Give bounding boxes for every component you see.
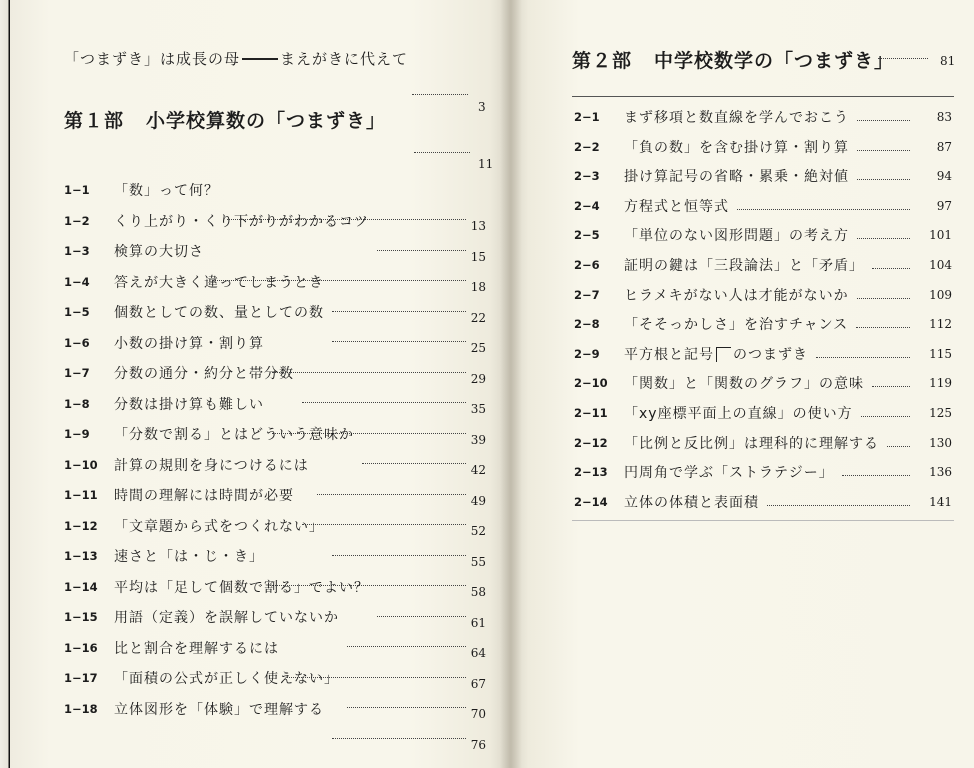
entry-page-number: 70 [470, 707, 486, 721]
entry-title: 小数の掛け算・割り算 [114, 335, 264, 352]
entry-number: 2−13 [574, 465, 608, 480]
entry-number: 2−8 [574, 317, 600, 332]
entry-number: 2−11 [574, 406, 608, 420]
entry-number: 2−5 [574, 228, 600, 243]
entry-number: 1−18 [64, 701, 98, 716]
entry-page-number: 112 [929, 317, 952, 332]
square-root-symbol-icon [716, 347, 731, 362]
entry-title: 立体図形を「体験」で理解する [114, 701, 324, 718]
entry-number: 1−7 [64, 366, 90, 380]
entry-page-number: 101 [929, 228, 952, 243]
entry-title: くり上がり・くり下がりがわかるコツ [114, 213, 369, 230]
entry-number: 1−13 [64, 549, 98, 563]
leader-dots [872, 268, 910, 269]
entry-number: 1−4 [64, 274, 90, 289]
entry-title: 分数の通分・約分と帯分数 [114, 366, 294, 382]
entry-title: 比と割合を理解するには [114, 640, 279, 657]
entry-title: 検算の大切さ [114, 244, 204, 260]
entry-title-part: のつまずき [733, 346, 808, 363]
entry-number: 2−1 [574, 110, 600, 124]
entry-number: 2−4 [574, 198, 600, 213]
entry-number: 1−6 [64, 335, 90, 350]
leader-dots [332, 738, 466, 739]
entry-page-number: 49 [470, 493, 486, 508]
entry-title: 掛け算記号の省略・累乗・絶対値 [624, 169, 849, 186]
entry-page-number: 35 [470, 402, 486, 416]
preface-title [64, 48, 408, 69]
entry-title: 「面積の公式が正しく使えない」 [114, 671, 339, 687]
entry-number: 1−17 [64, 671, 98, 685]
part2-title: 中学校数学の「つまずき」 [654, 50, 895, 72]
leader-dots [842, 475, 910, 476]
em-dash-line [242, 58, 278, 60]
entry-page-number: 67 [470, 676, 486, 691]
entry-title: 「そそっかしさ」を治すチャンス [624, 317, 849, 334]
leader-dots [332, 555, 466, 556]
entry-title: 円周角で学ぶ「ストラテジー」 [624, 465, 834, 482]
entry-title [624, 344, 808, 364]
entry-page-number: 125 [929, 406, 952, 420]
leader-dots [362, 463, 466, 464]
entry-title: 時間の理解には時間が必要 [114, 488, 294, 504]
entry-page-number: 39 [470, 432, 486, 447]
entry-number: 1−11 [64, 488, 98, 502]
part1-title: 小学校算数の「つまずき」 [146, 110, 387, 132]
leader-dots [317, 494, 466, 495]
entry-page-number: 15 [470, 249, 486, 264]
entry-page-number: 29 [470, 371, 486, 386]
leader-dots [857, 179, 910, 180]
leader-dots [302, 524, 466, 525]
leader-dots [872, 386, 910, 387]
preface-title-sub: まえがきに代えて [280, 50, 409, 68]
entry-page-number: 76 [470, 737, 486, 752]
entry-title: 方程式と恒等式 [624, 198, 729, 215]
entry-number: 1−16 [64, 640, 98, 655]
entry-number: 2−2 [574, 139, 600, 154]
part1-leader-dots [414, 152, 470, 153]
entry-title: 速さと「は・じ・き」 [114, 549, 264, 565]
leader-dots [377, 616, 466, 617]
entry-title: 「xy座標平面上の直線」の使い方 [624, 406, 853, 422]
entry-number: 1−9 [64, 427, 90, 441]
leader-dots [857, 150, 910, 151]
leader-dots [272, 372, 466, 373]
entry-page-number: 58 [470, 585, 486, 599]
entry-page-number: 55 [470, 554, 486, 569]
leader-dots [302, 402, 466, 403]
entry-title: ヒラメキがない人は才能がないか [624, 287, 849, 304]
part2-rule [572, 96, 954, 97]
entry-page-number: 104 [929, 258, 952, 272]
entry-page-number: 25 [470, 341, 486, 355]
leader-dots [767, 505, 910, 506]
entry-page-number: 94 [936, 169, 952, 184]
entry-number: 2−3 [574, 169, 600, 184]
leader-dots [857, 120, 910, 121]
entry-number: 2−12 [574, 435, 608, 450]
preface-page: 3 [478, 100, 486, 114]
part1-page: 11 [478, 157, 494, 171]
entry-page-number: 119 [929, 376, 952, 391]
entry-number: 1−12 [64, 518, 98, 533]
leader-dots [377, 250, 466, 251]
entry-page-number: 87 [936, 139, 952, 154]
entry-title: 個数としての数、量としての数 [114, 305, 324, 321]
entry-number: 2−6 [574, 258, 600, 272]
leader-dots [856, 327, 910, 328]
entry-number: 2−9 [574, 346, 600, 361]
entry-page-number: 52 [470, 524, 486, 538]
preface-leader-dots [412, 94, 468, 95]
entry-title: 「単位のない図形問題」の考え方 [624, 228, 849, 245]
entry-page-number: 141 [929, 494, 952, 509]
entry-page-number: 22 [470, 310, 486, 325]
entry-title: 平均は「足して個数で割る」でよい？ [114, 579, 369, 596]
part2-page: 81 [940, 54, 956, 68]
entry-page-number: 83 [936, 110, 952, 124]
leader-dots [737, 209, 910, 210]
entry-title: 「分数で割る」とはどういう意味か [114, 427, 354, 443]
entry-title: 「文章題から式をつくれない」 [114, 518, 324, 535]
entry-page-number: 109 [929, 287, 952, 302]
entry-number: 2−7 [574, 287, 600, 302]
entry-title: 立体の体積と表面積 [624, 494, 759, 511]
entry-page-number: 18 [470, 280, 486, 294]
entry-title: まず移項と数直線を学んでおこう [624, 110, 849, 126]
entry-page-number: 97 [936, 198, 952, 213]
entry-title: 証明の鍵は「三段論法」と「矛盾」 [624, 258, 864, 274]
part1-label: 第１部 [64, 110, 125, 132]
part2-leader-dots [878, 58, 928, 59]
entry-number: 1−5 [64, 305, 90, 319]
leader-dots [332, 311, 466, 312]
entry-number: 2−14 [574, 494, 608, 509]
part2-bottom-rule [572, 520, 954, 521]
entry-title: 分数は掛け算も難しい [114, 396, 264, 413]
leader-dots [861, 416, 910, 417]
entry-number: 2−10 [574, 376, 608, 391]
part2-heading [572, 46, 894, 73]
entry-number: 1−15 [64, 610, 98, 624]
leader-dots [887, 446, 910, 447]
book-gutter [500, 0, 522, 768]
entry-title: 「負の数」を含む掛け算・割り算 [624, 139, 849, 156]
part1-heading [64, 106, 386, 133]
entry-title: 「関数」と「関数のグラフ」の意味 [624, 376, 864, 393]
entry-page-number: 42 [470, 463, 486, 477]
entry-page-number: 136 [929, 465, 952, 480]
entry-number: 1−3 [64, 244, 90, 258]
entry-page-number: 13 [470, 219, 486, 233]
leader-dots [857, 298, 910, 299]
entry-title: 「数」って何？ [114, 183, 219, 199]
entry-page-number: 61 [470, 615, 486, 630]
entry-page-number: 115 [929, 346, 952, 361]
entry-title: 答えが大きく違ってしまうとき [114, 274, 324, 291]
entry-page-number: 130 [929, 435, 952, 450]
leader-dots [857, 238, 910, 239]
entry-title-part: 平方根と記号 [624, 346, 714, 363]
leader-dots [332, 341, 466, 342]
leader-dots [347, 646, 466, 647]
entry-number: 1−1 [64, 183, 90, 197]
entry-page-number: 64 [470, 646, 486, 660]
entry-title: 計算の規則を身につけるには [114, 457, 309, 474]
entry-number: 1−14 [64, 579, 98, 594]
entry-title: 「比例と反比例」は理科的に理解する [624, 435, 879, 452]
part2-label: 第２部 [572, 50, 633, 72]
entry-number: 1−10 [64, 457, 98, 472]
leader-dots [816, 357, 910, 358]
entry-number: 1−8 [64, 396, 90, 411]
preface-title-main: 「つまずき」は成長の母 [64, 50, 241, 68]
leader-dots [347, 707, 466, 708]
entry-title: 用語（定義）を誤解していないか [114, 610, 339, 626]
entry-number: 1−2 [64, 213, 90, 228]
